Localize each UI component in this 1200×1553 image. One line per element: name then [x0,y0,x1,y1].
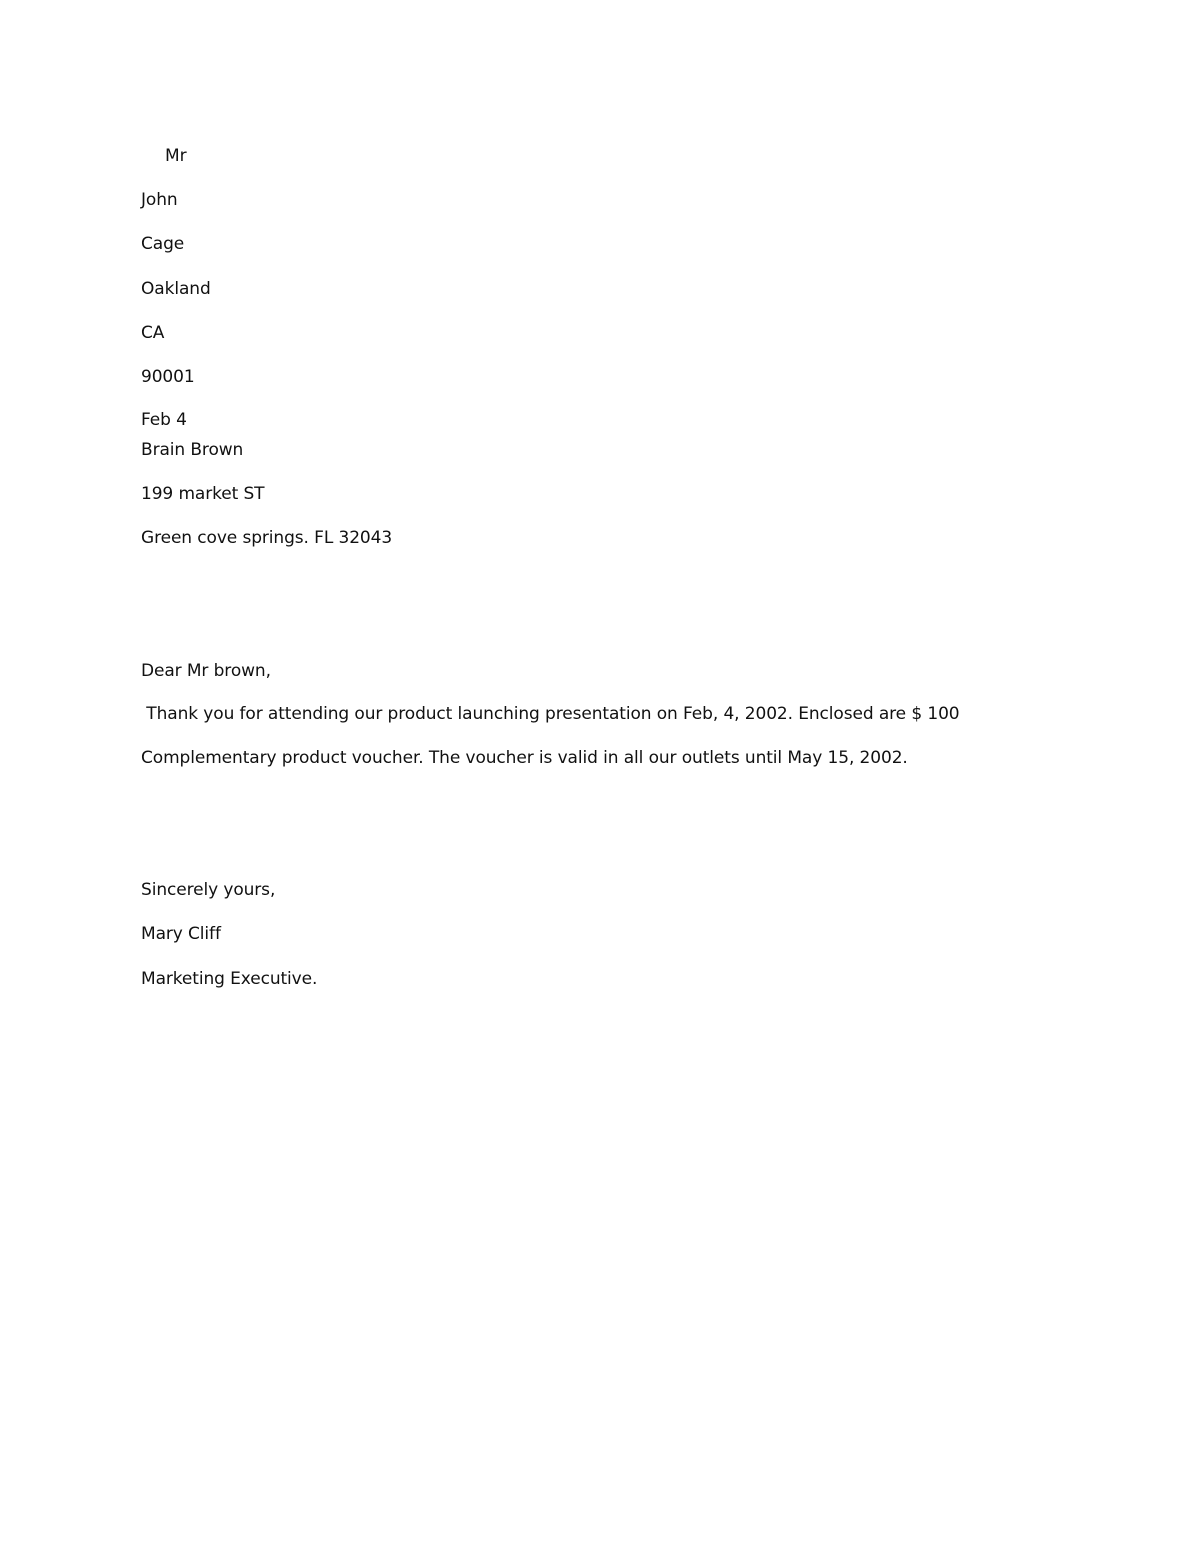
sender-first-name: John [141,190,178,210]
recipient-name: Brain Brown [141,440,244,460]
sender-city: Oakland [141,279,211,299]
body-line-1: Thank you for attending our product launching presentation on Feb, 4, 2002. Enclosed are $ 100 [141,704,960,724]
recipient-city-line: Green cove springs. FL 32043 [141,528,393,548]
sender-title: Mr [165,146,187,166]
recipient-street: 199 market ST [141,484,265,504]
sender-zip: 90001 [141,367,195,387]
valediction: Sincerely yours, [141,880,276,900]
sender-last-name: Cage [141,234,185,254]
body-line-2: Complementary product voucher. The voucher is valid in all our outlets until May 15, 2002. [141,748,908,768]
signer-title: Marketing Executive. [141,969,318,989]
sender-state: CA [141,323,165,343]
letter-date: Feb 4 [141,410,187,430]
signer-name: Mary Cliff [141,924,221,944]
salutation: Dear Mr brown, [141,661,271,681]
